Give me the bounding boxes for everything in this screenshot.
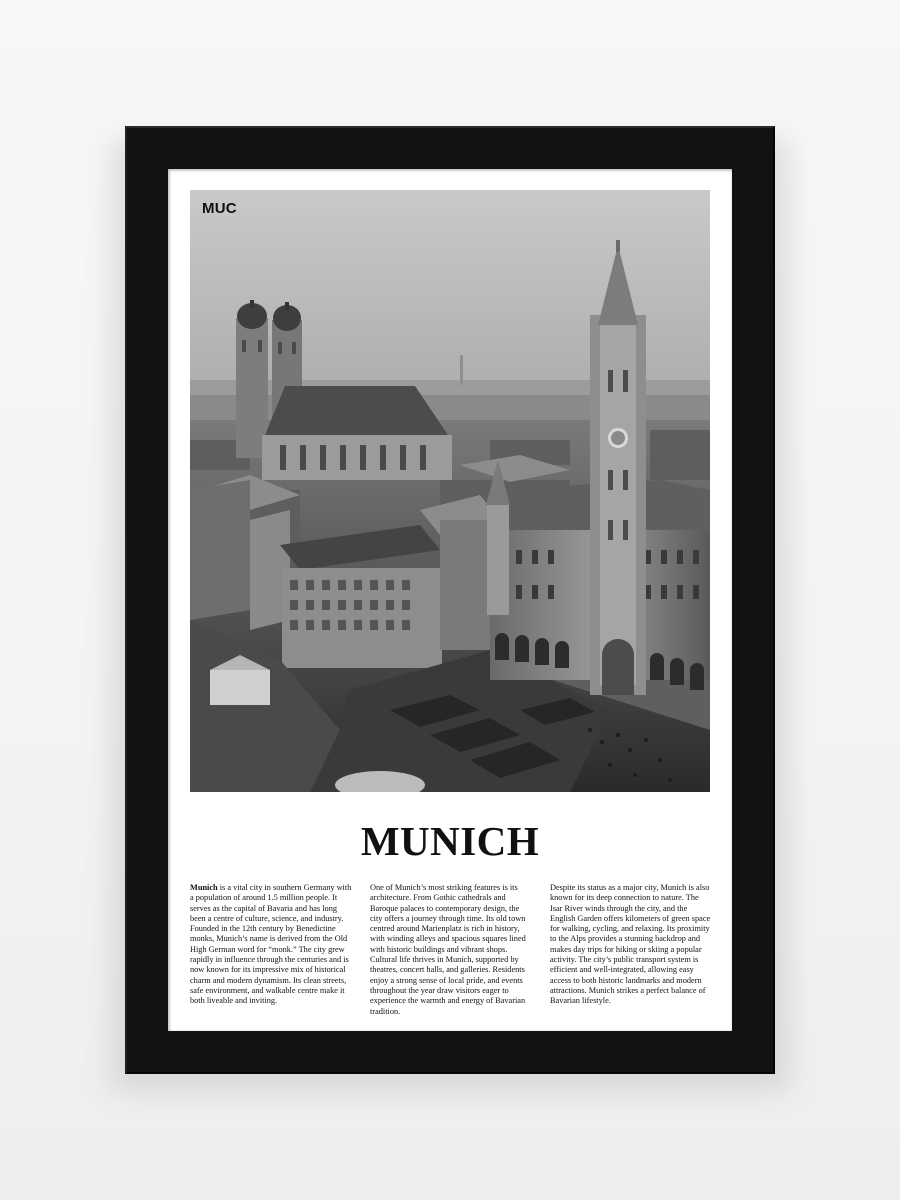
description-column-3: Despite its status as a major city, Munich is also known for its deep connection to nature. The Isar River winds through the city, and the English Garden offers kilometers of green space for walking, cycling, and relaxing. Its proximity to the Alps provides a stunning backdrop and makes day trips for hiking or skiing a popular activity. The city’s public transport system is efficient and well-integrated, allowing easy access to both historic landmarks and modern attractions. Munich strikes a perfect balance of Bavarian lifestyle. [550, 883, 711, 1006]
poster-title: MUNICH [360, 818, 540, 864]
description-columns [190, 883, 712, 1017]
poster-print [168, 169, 732, 1031]
munich-skyline-illustration [190, 190, 710, 792]
description-column-2: One of Munich’s most striking features is its architecture. From Gothic cathedrals and Baroque palaces to contemporary design, the city offers a journey through time. Its old town centred around Marienplatz is rich in history, with winding alleys and spacious squares lined with historic buildings and vibrant shops. Cultural life thrives in Munich, supported by theatres, concert halls, and galleries. Residents enjoy a strong sense of local pride, and events throughout the year draw visitors eager to experience the warmth and energy of Bavarian tradition. [370, 883, 526, 1016]
picture-frame [125, 126, 775, 1074]
description-column-1 [190, 883, 352, 1017]
column-1-text: is a vital city in southern Germany with a population of around 1.5 million people. It serves as the capital of Bavaria and has long been a centre of culture, science, and industry. Founded in the 12th century by Benedictine monks, Munich’s name is derived from the Old High German word for “monk.” The city grew rapidly in influence through the centuries and is now known for its impressive mix of historical charm and modern dynamism. Its clean streets, safe environment, and walkable centre make it both liveable and inviting. [190, 883, 352, 1006]
column-1-lead: Munich [190, 883, 218, 892]
city-code-label: MUC [202, 200, 237, 217]
city-photo [190, 190, 710, 792]
